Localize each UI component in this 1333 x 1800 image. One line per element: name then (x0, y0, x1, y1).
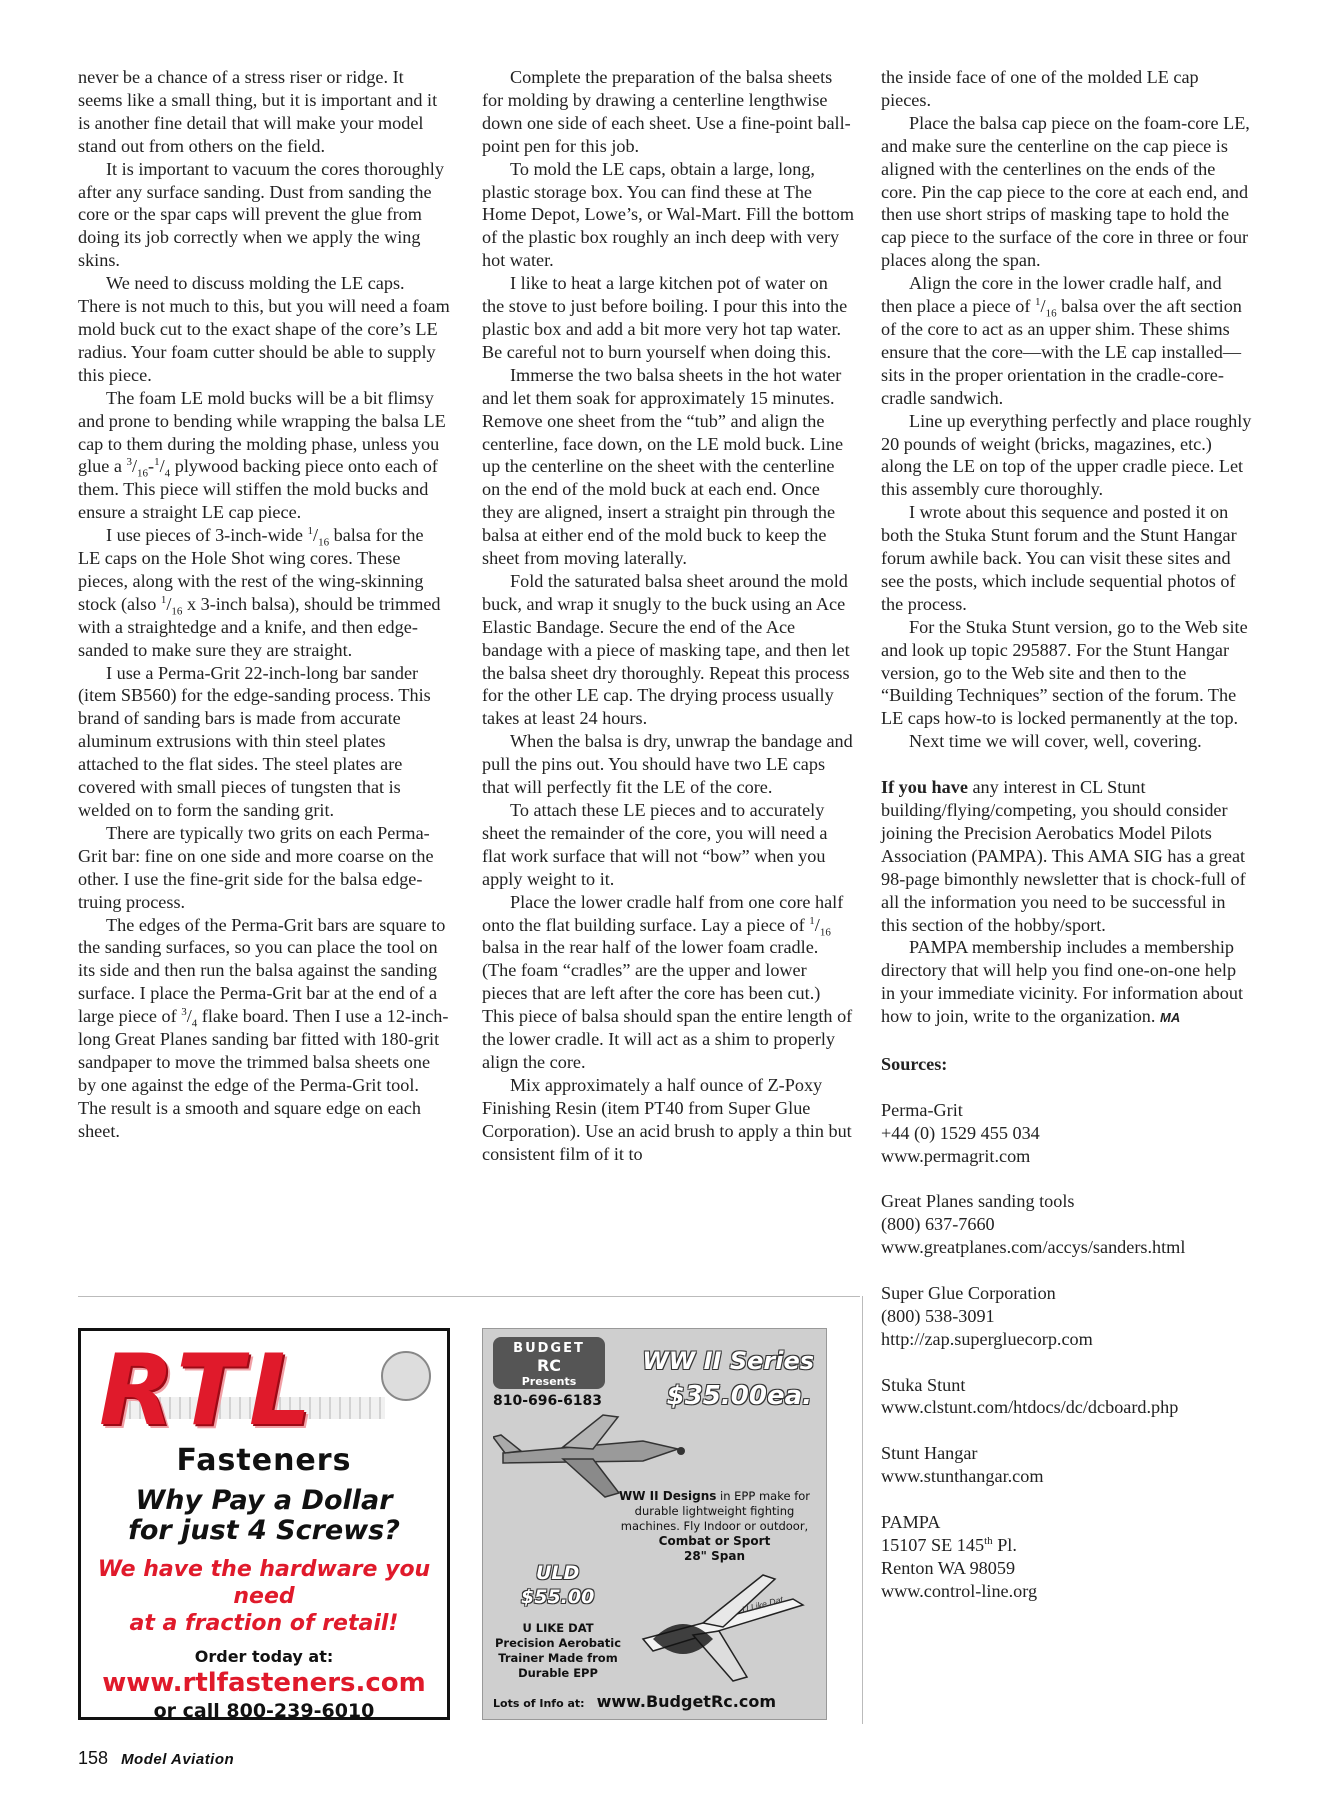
paragraph: There are typically two grits on each Perma-Grit bar: fine on one side and more coarse on the other. I use the fine-grit side for the balsa edge-truing process. (78, 822, 434, 912)
article-column-3 (881, 66, 1253, 1603)
source-entry (881, 1282, 1253, 1351)
paragraph: the inside face of one of the molded LE cap pieces. (881, 67, 1199, 110)
source-link[interactable]: www.control-line.org (881, 1580, 1038, 1601)
paragraph: To attach these LE pieces and to accurately sheet the remainder of the core, you will need a flat work surface that will not “bow” when you apply weight to it. (482, 800, 828, 889)
divider (78, 1296, 860, 1297)
sources-list (881, 1099, 1253, 1488)
source-line: Super Glue Corporation (881, 1282, 1056, 1303)
paragraph: Line up everything perfectly and place roughly 20 pounds of weight (bricks, magazines, etc.) along the LE on top of the upper cradle piece. Let this assembly cure thoroughly. (881, 410, 1252, 500)
rtl-fasteners-ad[interactable]: RTL Fasteners Why Pay a Dollar for just 4 Screws? We have the hardware you need at a fraction of retail! Order today at: www.rtlfasteners.com or call 800-239-6010 (78, 1328, 450, 1720)
budget-description: WW II Designs in EPP make for durable lightweight fighting machines. Fly Indoor or outdoor, Combat or Sport 28" Span (618, 1489, 811, 1563)
paragraph: The foam LE mold bucks will be a bit flimsy and prone to bending while wrapping the balsa LE cap to them during the molding phase, unless you glue a $^3/_{16}-^1/_4$ plywood backing piece onto each of them. This piece will stiffen the mold bucks and ensure a straight LE cap piece. (78, 387, 446, 523)
paragraph: We need to discuss molding the LE caps. There is not much to this, but you will need a foam mold buck cut to the exact shape of the core’s LE radius. Your foam cutter should be able to supply this piece. (78, 273, 450, 385)
source-line: +44 (0) 1529 455 034 (881, 1122, 1040, 1143)
paragraph: For the Stuka Stunt version, go to the Web site and look up topic 295887. For the Stunt Hangar version, go to the Web site and then to the “Building Techniques” section of the forum. The LE caps how-to is locked permanently at the top. (881, 616, 1248, 729)
paragraph: Place the balsa cap piece on the foam-core LE, and make sure the centerline on the cap piece is aligned with the centerlines on the ends of the core. Pin the cap piece to the core at each end, and then use short strips of masking tape to hold the cap piece to the surface of the core in three or four places along the span. (881, 112, 1250, 271)
paragraph: When the balsa is dry, unwrap the bandage and pull the pins out. You should have two LE caps that will perfectly fit the LE of the core. (482, 731, 853, 798)
stunt-plane-icon (623, 1569, 813, 1689)
source-line: Perma-Grit (881, 1099, 963, 1120)
source-line: Stuka Stunt (881, 1374, 966, 1395)
paragraph: never be a chance of a stress riser or ridge. It seems like a small thing, but it is important and it is another fine detail that will make your model stand out from others on the field. (78, 67, 438, 156)
fraction: $^1/_{16}$ (1035, 296, 1057, 320)
warbird-plane-icon (493, 1411, 693, 1501)
budget-rc-badge: BUDGET RC Presents (493, 1337, 605, 1389)
paragraph: Place the lower cradle half from one core half onto the flat building surface. Lay a piece of $^1/_{16}$ balsa in the rear half of the lower foam cradle. (The foam “cradles” are the upper and lower pieces that are left after the core has been cut.) This piece of balsa should span the entire length of the lower cradle. It will act as a shim to properly align the core. (482, 891, 853, 1072)
fraction: $^1/_{16}$ (160, 593, 183, 618)
fraction: $^1/_{16}$ (809, 914, 831, 939)
svg-text:U Like Dat: U Like Dat (740, 1594, 785, 1615)
rtl-url-link[interactable]: www.rtlfasteners.com (102, 1668, 426, 1698)
paragraph: The edges of the Perma-Grit bars are square to the sanding surfaces, so you can place the tool on its side and then run the balsa against the sanding surface. I place the Perma-Grit bar at the end of a large piece of $^3/_4$ flake board. Then I use a 12-inch-long Great Planes sanding bar fitted with 180-grit sandpaper to move the trimmed balsa sheets one by one against the edge of the Perma-Grit tool. The result is a smooth and square edge on each sheet. (78, 914, 449, 1141)
source-entry (881, 1374, 1253, 1420)
source-link[interactable]: www.stunthangar.com (881, 1466, 1044, 1487)
article-column-2 (482, 66, 854, 1166)
magazine-name: Model Aviation (121, 1751, 235, 1768)
paragraph: I use pieces of 3-inch-wide $^1/_{16}$ balsa for the LE caps on the Hole Shot wing cores. These pieces, along with the rest of the wing-skinning stock (also $^1/_{16}$ x 3-inch balsa), should be trimmed with a straightedge and a knife, and then edge-sanded to make sure they are straight. (78, 525, 441, 660)
source-line: (800) 637-7660 (881, 1214, 995, 1235)
fraction: $^3/_{16}$ (126, 456, 149, 481)
source-line: (800) 538-3091 (881, 1305, 995, 1326)
article-column-1 (78, 66, 450, 1143)
sources-heading: Sources: (881, 1053, 948, 1074)
source-line: Great Planes sanding tools (881, 1191, 1075, 1212)
divider (862, 1296, 863, 1724)
source-link[interactable]: www.permagrit.com (881, 1145, 1031, 1166)
pampa-paragraph: If you have any interest in CL Stunt building/flying/competing, you should consider joining the Precision Aerobatics Model Pilots Association (PAMPA). This AMA SIG has a great 98-page bimonthly newsletter that is chock-full of all the information you need to be successful in this section of the hobby/sport. (881, 777, 1246, 935)
paragraph: PAMPA membership includes a membership directory that will help you find one-on-one help in your immediate vicinity. For information about how to join, write to the organization. MA (881, 937, 1243, 1027)
page-number: 158 (78, 1748, 109, 1768)
budget-url-link[interactable]: www.BudgetRc.com (596, 1692, 776, 1711)
paragraph: It is important to vacuum the cores thoroughly after any surface sanding. Dust from sanding the core or the spar caps will prevent the glue from doing its job correctly when we apply the wing skins. (78, 158, 444, 271)
source-link[interactable]: http://zap.supergluecorp.com (881, 1328, 1093, 1349)
source-link[interactable]: www.greatplanes.com/accys/sanders.html (881, 1237, 1186, 1258)
lead-in: If you have (881, 777, 968, 798)
source-link[interactable]: www.clstunt.com/htdocs/dc/dcboard.php (881, 1397, 1179, 1418)
source-entry: PAMPA 15107 SE 145th Pl. Renton WA 98059 www.control-line.org (881, 1511, 1253, 1603)
paragraph: Align the core in the lower cradle half, and then place a piece of $^1/_{16}$ balsa over the aft section of the core to act as an upper shim. These shims ensure that the core—with the LE cap installed—sits in the proper orientation in the cradle-core-cradle sandwich. (881, 273, 1242, 408)
budget-rc-ad[interactable]: BUDGET RC Presents 810-696-6183 WW II Series $35.00ea. WW II Designs in EPP make for durable lightweight fighting machines. Fly Indoor or outdoor, Combat or Sport 28" Span ULD $55.00 U Like Dat U LIKE DAT Precision Aerobatic Trainer Made from Durable EPP Lots of Info at: www.BudgetRc.com (482, 1328, 827, 1720)
source-entry (881, 1442, 1253, 1488)
end-mark-logo: MA (1160, 1010, 1181, 1026)
paragraph: Mix approximately a half ounce of Z-Poxy Finishing Resin (item PT40 from Super Glue Corporation). Use an acid brush to apply a thin but consistent film of it to (482, 1074, 852, 1164)
paragraph: I wrote about this sequence and posted it on both the Stuka Stunt forum and the Stunt Hangar forum awhile back. You can visit these sites and see the posts, which include sequential photos of the process. (881, 502, 1237, 614)
page-footer (78, 1748, 234, 1769)
bolt-head-icon (381, 1351, 431, 1401)
paragraph: To mold the LE caps, obtain a large, long, plastic storage box. You can find these at The Home Depot, Lowe’s, or Wal-Mart. Fill the bottom of the plastic box roughly an inch deep with very hot water. (482, 158, 854, 271)
rtl-logo: RTL (81, 1337, 447, 1445)
fraction: $^1/_4$ (154, 456, 171, 481)
fraction: $^1/_{16}$ (307, 525, 330, 549)
paragraph: Fold the saturated balsa sheet around the mold buck, and wrap it snugly to the buck using an Ace Elastic Bandage. Secure the end of the Ace bandage with a piece of masking tape, and then let the balsa sheet dry thoroughly. Repeat this process for the other LE cap. The drying process usually takes at least 24 hours. (482, 570, 850, 729)
source-entry (881, 1099, 1253, 1168)
paragraph: Next time we will cover, well, covering. (909, 731, 1202, 752)
paragraph: Immerse the two balsa sheets in the hot water and let them soak for approximately 15 minutes. Remove one sheet from the “tub” and align the centerline, face down, on the LE mold buck. Line up the centerline on the sheet with the centerline on the end of the mold buck at each end. Once they are aligned, insert a straight pin through the balsa at either end of the mold buck to keep the sheet from moving laterally. (482, 364, 844, 569)
fraction: $^3/_4$ (181, 1006, 198, 1030)
source-line: Stunt Hangar (881, 1443, 978, 1464)
source-entry (881, 1190, 1253, 1259)
paragraph: I like to heat a large kitchen pot of water on the stove to just before boiling. I pour this into the plastic box and add a bit more very hot tap water. Be careful not to burn yourself when doing this. (482, 273, 848, 362)
paragraph: I use a Perma-Grit 22-inch-long bar sander (item SB560) for the edge-sanding process. This brand of sanding bars is made from accurate aluminum extrusions with thin steel plates attached to the flat sides. The steel plates are covered with small pieces of tungsten that is welded on to form the sanding grit. (78, 662, 431, 820)
paragraph: Complete the preparation of the balsa sheets for molding by drawing a centerline lengthwise down one side of each sheet. Use a fine-point ball-point pen for this job. (482, 67, 851, 156)
